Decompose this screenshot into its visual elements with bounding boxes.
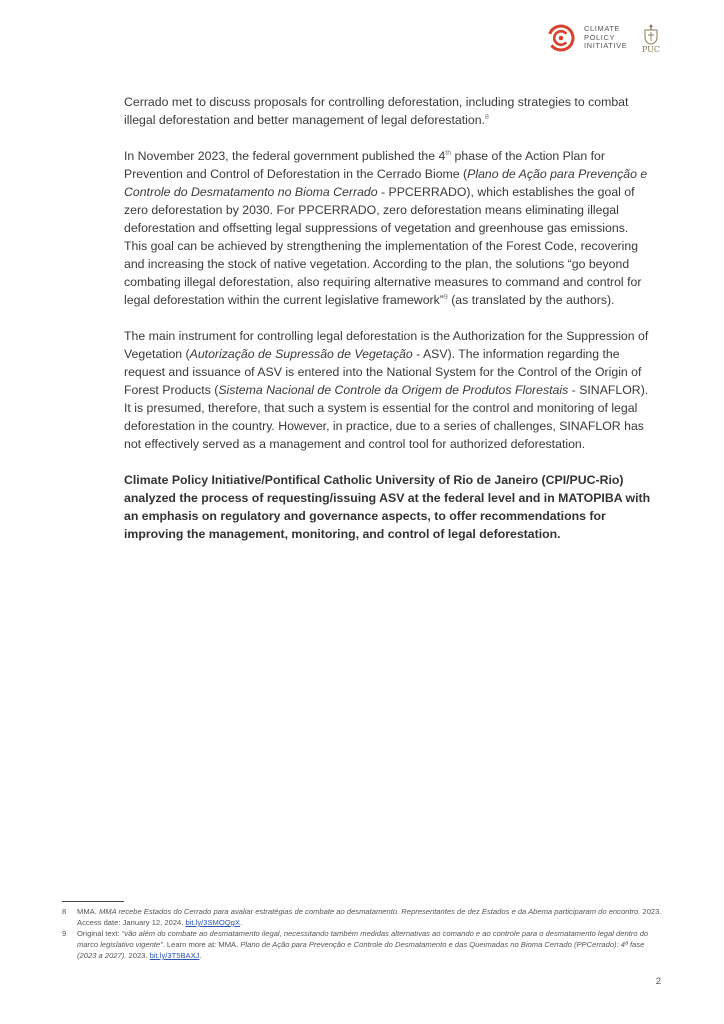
cpi-wordmark xyxy=(584,25,632,51)
footnotes xyxy=(62,906,662,961)
footnote-text xyxy=(77,928,662,961)
p2-text-b: phase of the Action Plan for Prevention and Control of Deforestation in the Cerrado Biome ( xyxy=(124,149,605,181)
ordinal-superscript: th xyxy=(445,149,452,157)
page-number: 2 xyxy=(655,976,661,987)
fn8-link[interactable]: bit.ly/3SMOQgX xyxy=(185,918,240,927)
footnote-number: 8 xyxy=(62,907,67,916)
paragraph-4-summary: Climate Policy Initiative/Pontifical Catholic University of Rio de Janeiro (CPI/PUC-Rio) analyzed the process of requesting/issuing ASV at the federal level and in MATOPIBA with an emphasis on regulatory and governance aspects, to offer recommendations for improving the management, monitoring, and control of legal deforestation. xyxy=(124,473,651,541)
p2-italic: Plano de Ação para Prevenção e Controle do Desmatamento no Bioma Cerrado xyxy=(124,167,648,199)
p3-italic-1: Autorização de Supressão de Vegetação xyxy=(189,347,413,361)
footnote-text xyxy=(77,906,662,928)
footnote-ref-9[interactable]: 9 xyxy=(443,293,448,301)
paragraph-3 xyxy=(124,327,652,453)
fn9-link[interactable]: bit.ly/3T5BAXJ xyxy=(149,951,200,960)
header-logos xyxy=(546,20,662,56)
footnote-8 xyxy=(62,906,662,928)
body-text xyxy=(124,93,652,561)
footnote-divider xyxy=(62,901,124,902)
puc-logo xyxy=(640,23,662,54)
footnote-9 xyxy=(62,928,662,961)
fn9-italic: “vão além do combate ao desmatamento ilegal, necessitando também medidas alternativas ao comando e ao controle para o desmatamento legal dentro do marco legislativo vigente” xyxy=(77,929,649,949)
paragraph-2 xyxy=(124,147,652,309)
puc-crest-icon xyxy=(643,23,659,45)
p2-text-c: - PPCERRADO), which establishes the goal of zero deforestation by 2030. For PPCERRADO, zero deforestation means eliminating illegal deforestation and offsetting legal suppressions of vegetation and greenhouse gas emissions. This goal can be achieved by strengthening the implementation of the Forest Code, recovering and increasing the stock of native vegetation. According to the plan, the solutions “go beyond combating illegal deforestation, also requiring alternative measures to command and control for legal deforestation within the current legislative framework” xyxy=(124,185,642,307)
p3-italic-2: Sistema Nacional de Controle da Origem de Produtos Florestais xyxy=(218,383,569,397)
p3-text-a: The main instrument for controlling legal deforestation is the Authorization for the Suppression of Vegetation ( xyxy=(124,329,649,361)
fn8-italic: MMA recebe Estados do Cerrado para avaliar estratégias de combate ao desmatamento. Representantes de dez Estados e da Abema participaram do encontro. xyxy=(98,907,641,916)
cpi-wordmark-line3: INITIATIVE xyxy=(584,41,628,51)
cpi-wordmark-line1: CLIMATE xyxy=(584,24,621,34)
p1-text: Cerrado met to discuss proposals for controlling deforestation, including strategies to combat illegal deforestation and better management of legal deforestation. xyxy=(124,95,629,127)
fn9-italic-2: Plano de Ação para Prevenção e Controle do Desmatamento e das Queimadas no Bioma Cerrado (PPCerrado): 4ª fase (2023 a 2027). xyxy=(77,940,645,960)
p2-text-a: In November 2023, the federal government published the 4 xyxy=(124,149,446,163)
footnote-ref-8[interactable]: 8 xyxy=(484,113,489,121)
fn9-text-a: Original text: xyxy=(77,929,122,938)
footnote-number: 9 xyxy=(62,929,67,938)
p3-text-b: - ASV). The information regarding the request and issuance of ASV is entered into the National System for the Control of the Origin of Forest Products ( xyxy=(124,347,642,397)
fn8-text-c: . xyxy=(239,918,243,927)
fn8-text-b: 2023. Access date: January 12, 2024. xyxy=(77,907,662,927)
fn9-text-c: 2023. xyxy=(126,951,150,960)
p2-text-d: (as translated by the authors). xyxy=(447,293,615,307)
cpi-wordmark-line2: POLICY xyxy=(584,32,616,42)
fn9-text-b: . Learn more at: MMA. xyxy=(162,940,241,949)
cpi-logo-icon xyxy=(546,23,576,53)
paragraph-1 xyxy=(124,93,652,129)
puc-label: PUC xyxy=(641,44,661,54)
fn9-text-d: . xyxy=(199,951,202,960)
fn8-text-a: MMA. xyxy=(77,907,99,916)
p3-text-c: - SINAFLOR). It is presumed, therefore, that such a system is essential for the control and monitoring of legal deforestation in the country. However, in practice, due to a series of challenges, SINAFLOR has not effectively served as a management and control tool for authorized deforestation. xyxy=(124,383,649,451)
